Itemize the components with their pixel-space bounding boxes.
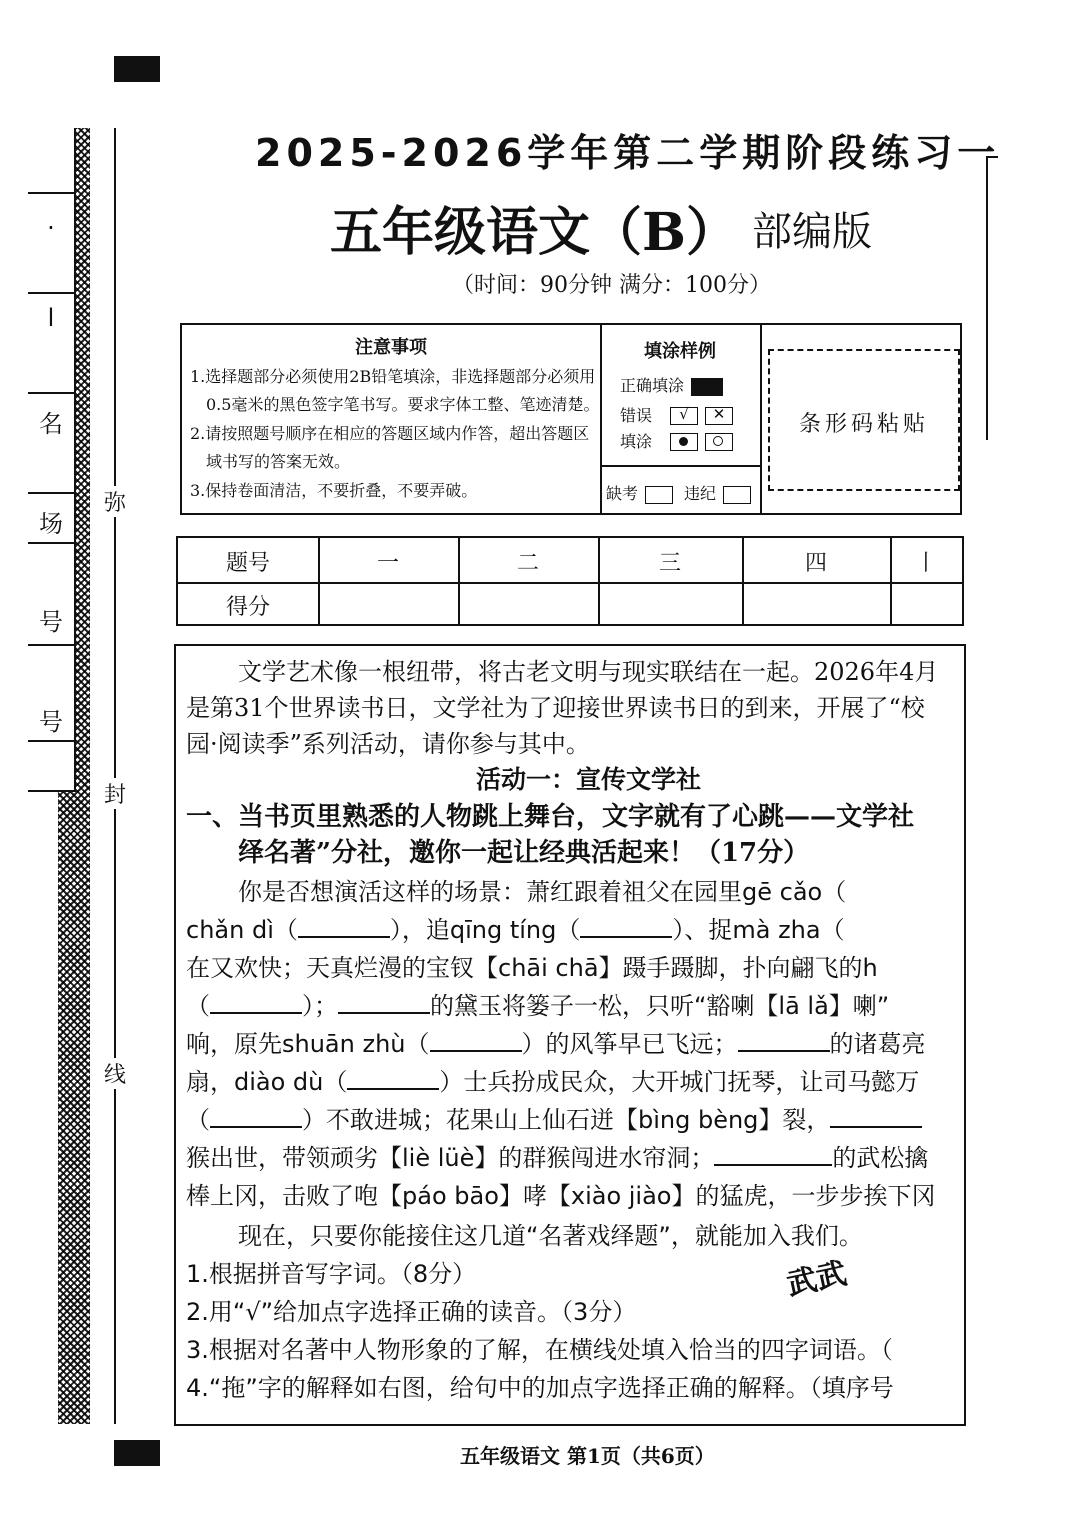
- passage-line: 猴出世，带领顽劣【liè lüè】的群猴闯进水帘洞； 的武松擒: [186, 1144, 929, 1172]
- activity-title: 活动一：宣传文学社: [476, 765, 702, 794]
- question-1: 1.根据拼音写字词。（8分）: [186, 1260, 477, 1288]
- strip-char-5: 号: [39, 608, 63, 636]
- answer-blank[interactable]: [430, 1030, 522, 1052]
- exam-title-line1: 2025-2026学年第二学期阶段练习一: [255, 131, 1001, 175]
- answer-blank[interactable]: [210, 1106, 302, 1128]
- answer-blank[interactable]: [347, 1068, 439, 1090]
- wrong-fill-label-1: 错误: [620, 406, 653, 425]
- strip-char-4: 场: [39, 510, 63, 538]
- fill-sample-section: [600, 325, 762, 513]
- notice-item: 0.5毫米的黑色签字笔书写。要求字体工整、笔迹清楚。: [206, 395, 600, 414]
- registration-mark-bottom: [114, 1440, 160, 1466]
- seal-line: [114, 128, 116, 1424]
- answer-blank[interactable]: [338, 992, 430, 1014]
- answer-blank[interactable]: [210, 992, 302, 1014]
- check-mark-icon: √: [670, 407, 698, 425]
- passage-line: 在又欢快；天真烂漫的宝钗【chāi chā】蹑手蹑脚，扑向翩飞的h: [186, 954, 878, 982]
- passage-line: 棒上冈，击败了咆【páo bāo】哮【xiào jiào】的猛虎，一步步挨下冈: [186, 1182, 936, 1210]
- student-info-strip: [28, 128, 76, 792]
- passage-line: （ ）； 的黛玉将篓子一松，只听“豁喇【lā lǎ】喇”: [186, 992, 890, 1020]
- intro-line: 文学艺术像一根纽带，将古老文明与现实联结在一起。2026年4月: [238, 658, 939, 686]
- absent-label: 缺考: [606, 484, 639, 503]
- notice-section: [182, 325, 602, 513]
- violation-label: 违纪: [684, 484, 717, 503]
- barcode-section: [762, 325, 960, 513]
- score-header-cell: 题号: [225, 551, 270, 576]
- passage-line: （ ）不敢进城；花果山上仙石迸【bìng bèng】裂，: [186, 1100, 922, 1135]
- score-header-cell: 一: [376, 551, 399, 576]
- passage-line: 扇，diào dù（ ）士兵扮成民众，大开城门抚琴，让司马懿万: [186, 1068, 920, 1096]
- seal-word-feng: 封: [100, 778, 130, 809]
- violation-box[interactable]: [723, 486, 751, 504]
- notice-item: 2.请按照题号顺序在相应的答题区域内作答，超出答题区: [190, 424, 590, 443]
- section-title-line1: 一、当书页里熟悉的人物跳上舞台，文字就有了心跳——文学社: [186, 802, 915, 832]
- exam-time-info: （时间：90分钟 满分：100分）: [452, 273, 771, 298]
- exam-info-box: [180, 323, 962, 515]
- filled-dot-icon: [670, 433, 698, 451]
- exam-title-main: 五年级语文（B）: [330, 202, 738, 263]
- passage-line: 响，原先shuān zhù（ ）的风筝早已飞远； 的诸葛亮: [186, 1030, 926, 1058]
- notice-title: 注意事项: [355, 337, 427, 358]
- barcode-label: 条形码粘贴: [798, 412, 929, 437]
- answer-blank[interactable]: [580, 916, 672, 938]
- question-2: 2.用“√”给加点字选择正确的读音。（3分）: [186, 1298, 637, 1326]
- seal-word-xian: 线: [100, 1058, 130, 1089]
- strip-char-3: 名: [39, 410, 63, 438]
- question-3: 3.根据对名著中人物形象的了解，在横线处填入恰当的四字词语。（: [186, 1336, 893, 1364]
- section-title-line2: 绎名著”分社，邀你一起让经典活起来！（17分）: [238, 838, 810, 868]
- answer-blank[interactable]: [714, 1144, 832, 1166]
- wrong-fill-label-2: 填涂: [620, 432, 653, 451]
- notice-item: 域书写的答案无效。: [206, 452, 351, 471]
- answer-blank[interactable]: [830, 1106, 922, 1128]
- question-4: 4.“拖”字的解释如右图，给句中的加点字选择正确的解释。（填序号: [186, 1374, 894, 1402]
- strip-char-1: ·: [47, 214, 55, 242]
- cross-mark-icon: ✕: [705, 407, 733, 425]
- registration-mark-top: [114, 56, 160, 82]
- correct-fill-label: 正确填涂: [620, 376, 685, 395]
- strip-char-6: 号: [39, 708, 63, 736]
- fill-sample-title: 填涂样例: [644, 341, 716, 362]
- passage-box: [174, 644, 966, 1426]
- strip-char-2: l: [47, 304, 55, 332]
- seal-word-mi: 弥: [100, 486, 130, 517]
- exam-edition: 部编版: [752, 209, 872, 255]
- answer-blank[interactable]: [298, 916, 390, 938]
- right-margin-bracket: [986, 156, 998, 440]
- ring-icon: [705, 433, 733, 451]
- handwritten-mark: 武武: [783, 1256, 850, 1303]
- correct-fill-box: [691, 378, 723, 396]
- passage-line: 现在，只要你能接住这几道“名著戏绎题”，就能加入我们。: [238, 1222, 863, 1250]
- notice-item: 3.保持卷面清洁，不要折叠，不要弄破。: [190, 481, 478, 500]
- intro-line: 是第31个世界读书日，文学社为了迎接世界读书日的到来，开展了“校: [186, 694, 925, 722]
- score-row-label: 得分: [225, 595, 270, 620]
- notice-item: 1.选择题部分必须使用2B铅笔填涂，非选择题部分必须用: [190, 367, 596, 386]
- score-header-cell: 四: [804, 551, 827, 576]
- score-header-cell: 二: [516, 551, 539, 576]
- barcode-area: [768, 349, 960, 491]
- score-header-cell: 丨: [914, 551, 937, 576]
- answer-blank[interactable]: [738, 1030, 830, 1052]
- score-table: [176, 536, 964, 626]
- passage-line: 你是否想演活这样的场景：萧红跟着祖父在园里gē cǎo（: [238, 878, 847, 906]
- page-footer: 五年级语文 第1页（共6页）: [460, 1444, 715, 1468]
- passage-line: chǎn dì（ ），追qīng tíng（ ）、捉mà zha（: [186, 916, 845, 944]
- score-header-cell: 三: [658, 551, 681, 576]
- intro-line: 园·阅读季”系列活动，请你参与其中。: [186, 730, 590, 758]
- absent-box[interactable]: [645, 486, 673, 504]
